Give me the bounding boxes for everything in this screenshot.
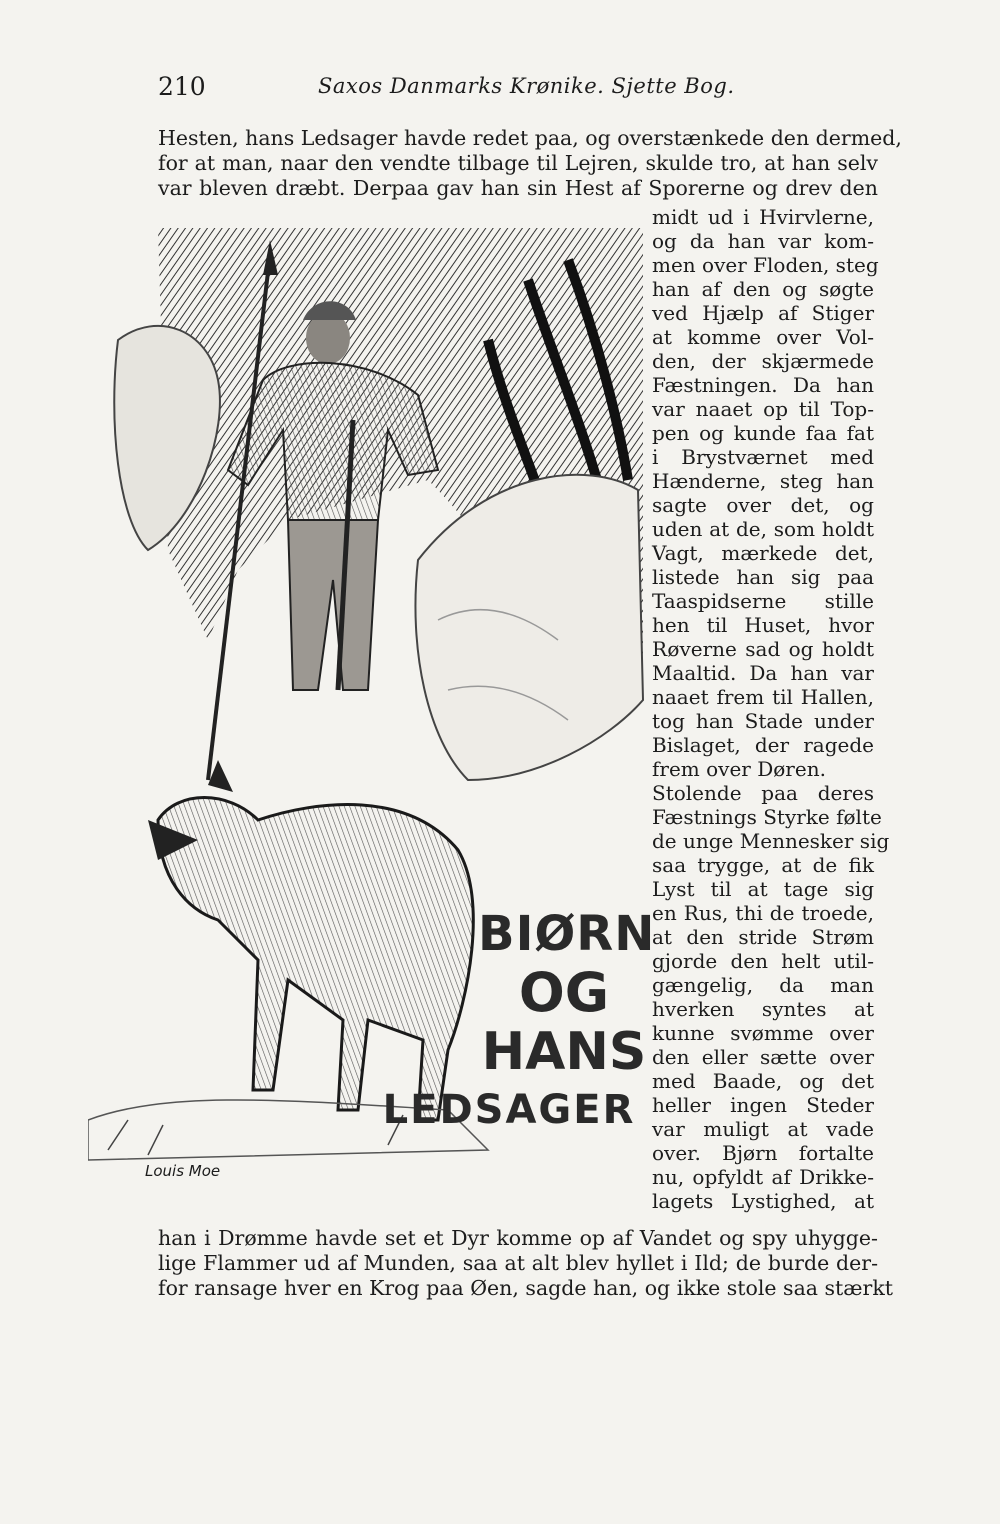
text-line: Røverne sad og holdt (652, 637, 874, 661)
title-line: OG (518, 961, 610, 1024)
text-line: lagets Lystighed, at (652, 1189, 874, 1213)
title-line: HANS (481, 1022, 647, 1082)
page-number: 210 (158, 72, 206, 101)
text-line: at komme over Vol- (652, 325, 874, 349)
running-header (0, 70, 1000, 110)
text-line: saa trygge, at de fik (652, 853, 874, 877)
text-line: Stolende paa deres (652, 781, 874, 805)
text-line: han af den og søgte (652, 277, 874, 301)
text-line: nu, opfyldt af Drikke- (652, 1165, 874, 1189)
text-line: for at man, naar den vendte tilbage til Lejren, skulde tro, at han selv (158, 151, 878, 175)
text-line: Taaspidserne stille (652, 589, 874, 613)
text-line: Lyst til at tage sig (652, 877, 874, 901)
text-line: kunne svømme over (652, 1021, 874, 1045)
text-line: Fæstnings Styrke følte (652, 805, 882, 829)
text-line: var naaet op til Top- (652, 397, 874, 421)
text-line: Fæstningen. Da han (652, 373, 874, 397)
text-line: hen til Huset, hvor (652, 613, 874, 637)
artist-signature: Louis Moe (145, 1162, 221, 1180)
text-line: med Baade, og det (652, 1069, 874, 1093)
text-line: Hesten, hans Ledsager havde redet paa, og overstænkede den dermed, (158, 126, 902, 150)
text-line: han i Drømme havde set et Dyr komme op af Vandet og spy uhygge- (158, 1226, 878, 1250)
text-line: var bleven dræbt. Derpaa gav han sin Hest af Sporerne og drev den (158, 176, 878, 200)
text-line: den, der skjærmede (652, 349, 874, 373)
text-line: den eller sætte over (652, 1045, 874, 1069)
text-line: tog han Stade under (652, 709, 874, 733)
text-line: for ransage hver en Krog paa Øen, sagde han, og ikke stole saa stærkt (158, 1276, 894, 1300)
running-title: Saxos Danmarks Krønike. Sjette Bog. (318, 74, 735, 98)
text-line: var muligt at vade (652, 1117, 874, 1141)
text-line: pen og kunde faa fat (652, 421, 874, 445)
text-line: Bislaget, der ragede (652, 733, 874, 757)
text-line: ved Hjælp af Stiger (652, 301, 874, 325)
text-line: en Rus, thi de troede, (652, 901, 874, 925)
text-line: og da han var kom- (652, 229, 874, 253)
text-line: i Brystværnet med (652, 445, 874, 469)
text-line: midt ud i Hvirvlerne, (652, 205, 874, 229)
text-line: lige Flammer ud af Munden, saa at alt blev hyllet i Ild; de burde der- (158, 1251, 878, 1275)
illustration-title (382, 905, 656, 1139)
text-line: gængelig, da man (652, 973, 874, 997)
text-line: frem over Døren. (652, 757, 826, 781)
text-line: listede han sig paa (652, 565, 874, 589)
text-line: Maaltid. Da han var (652, 661, 874, 685)
text-line: de unge Mennesker sig (652, 829, 890, 853)
text-line: over. Bjørn fortalte (652, 1141, 874, 1165)
text-line: Vagt, mærkede det, (652, 541, 874, 565)
text-line: sagte over det, og (652, 493, 874, 517)
text-line: heller ingen Steder (652, 1093, 874, 1117)
text-line: Hænderne, steg han (652, 469, 874, 493)
text-line: gjorde den helt util- (652, 949, 874, 973)
text-line: at den stride Strøm (652, 925, 874, 949)
text-line: naaet frem til Hallen, (652, 685, 874, 709)
text-line: men over Floden, steg (652, 253, 879, 277)
title-line: BIØRN (478, 906, 656, 962)
title-line: LEDSAGER (382, 1087, 636, 1133)
text-line: uden at de, som holdt (652, 517, 874, 541)
text-line: hverken syntes at (652, 997, 874, 1021)
